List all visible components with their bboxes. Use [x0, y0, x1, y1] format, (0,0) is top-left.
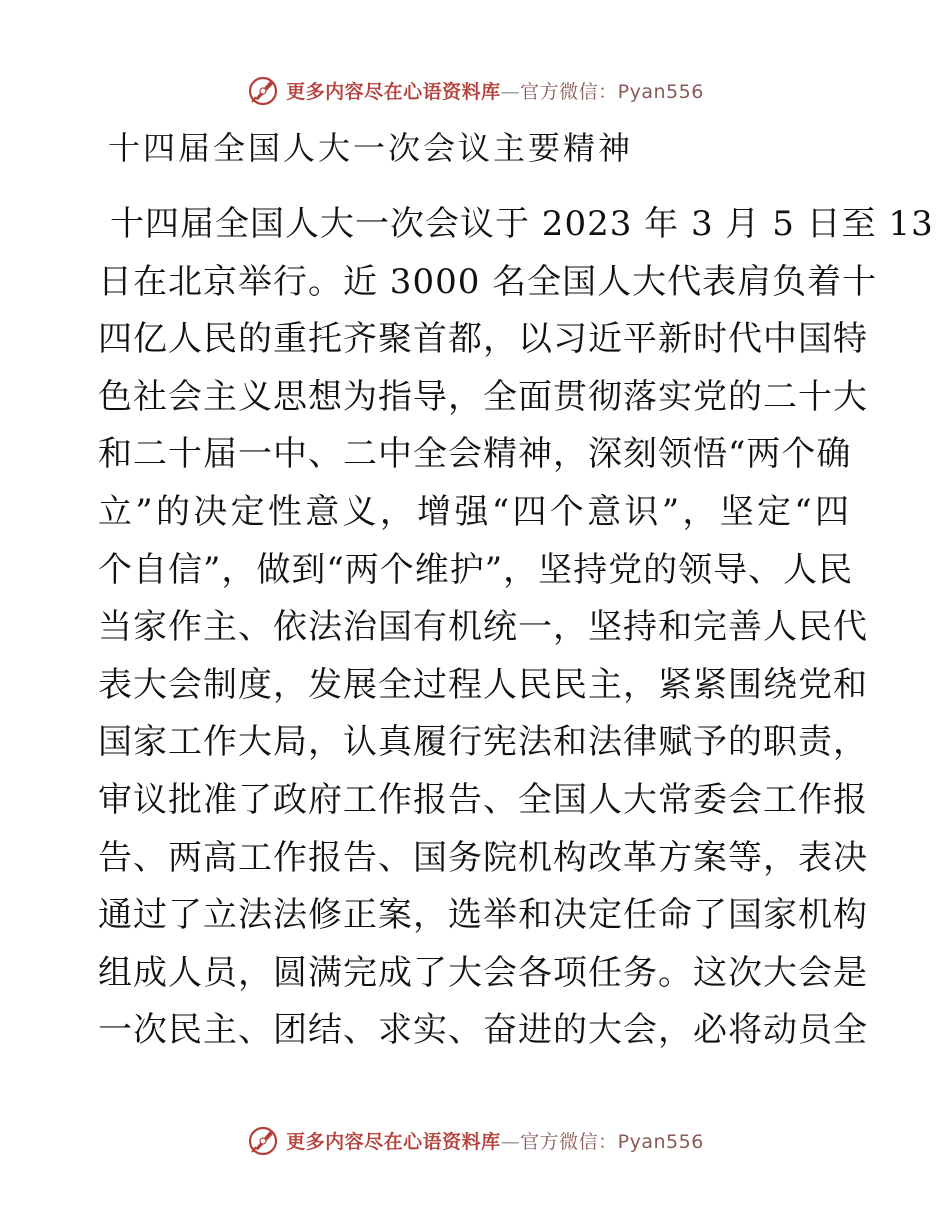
document-title: 十四届全国人大一次会议主要精神 [108, 129, 634, 167]
watermark-text [286, 1127, 704, 1154]
body-line: 当家作主、依法治国有机统一，坚持和完善人民代 [98, 607, 868, 648]
watermark-text [286, 77, 704, 104]
body-line: 告、两高工作报告、国务院机构改革方案等，表决 [98, 837, 868, 878]
watermark-suffix: 官方微信：Pyan556 [520, 80, 704, 103]
body-line: 通过了立法法修正案，选举和决定任命了国家机构 [98, 895, 868, 936]
watermark-main: 更多内容尽在心语资料库 [286, 80, 501, 103]
body-line: 审议批准了政府工作报告、全国人大常委会工作报 [98, 779, 868, 820]
body-line: 日在北京举行。近 3000 名全国人大代表肩负着十 [98, 261, 878, 302]
watermark-suffix: 官方微信：Pyan556 [520, 1130, 704, 1153]
watermark-banner-top [0, 70, 950, 110]
body-line: 立”的决定性意义，增强“四个意识”，坚定“四 [98, 491, 850, 532]
body-line: 组成人员，圆满完成了大会各项任务。这次大会是 [98, 952, 868, 993]
document-body [98, 196, 934, 1060]
body-line: 一次民主、团结、求实、奋进的大会，必将动员全 [98, 1010, 868, 1051]
body-line: 色社会主义思想为指导，全面贯彻落实党的二十大 [98, 376, 868, 417]
body-line: 表大会制度，发展全过程人民民主，紧紧围绕党和 [98, 664, 868, 705]
body-line: 十四届全国人大一次会议于 2023 年 3 月 5 日至 13 [110, 204, 934, 244]
feather-pen-logo-icon [246, 73, 280, 107]
watermark-dash: — [500, 80, 521, 103]
body-line: 国家工作大局，认真履行宪法和法律赋予的职责， [98, 722, 868, 763]
watermark-banner-bottom [0, 1120, 950, 1160]
body-line: 四亿人民的重托齐聚首都，以习近平新时代中国特 [98, 319, 868, 360]
body-line: 个自信”，做到“两个维护”，坚持党的领导、人民 [98, 549, 854, 590]
watermark-main: 更多内容尽在心语资料库 [286, 1130, 501, 1153]
body-line: 和二十届一中、二中全会精神，深刻领悟“两个确 [98, 434, 852, 475]
watermark-dash: — [500, 1130, 521, 1153]
feather-pen-logo-icon [246, 1123, 280, 1157]
